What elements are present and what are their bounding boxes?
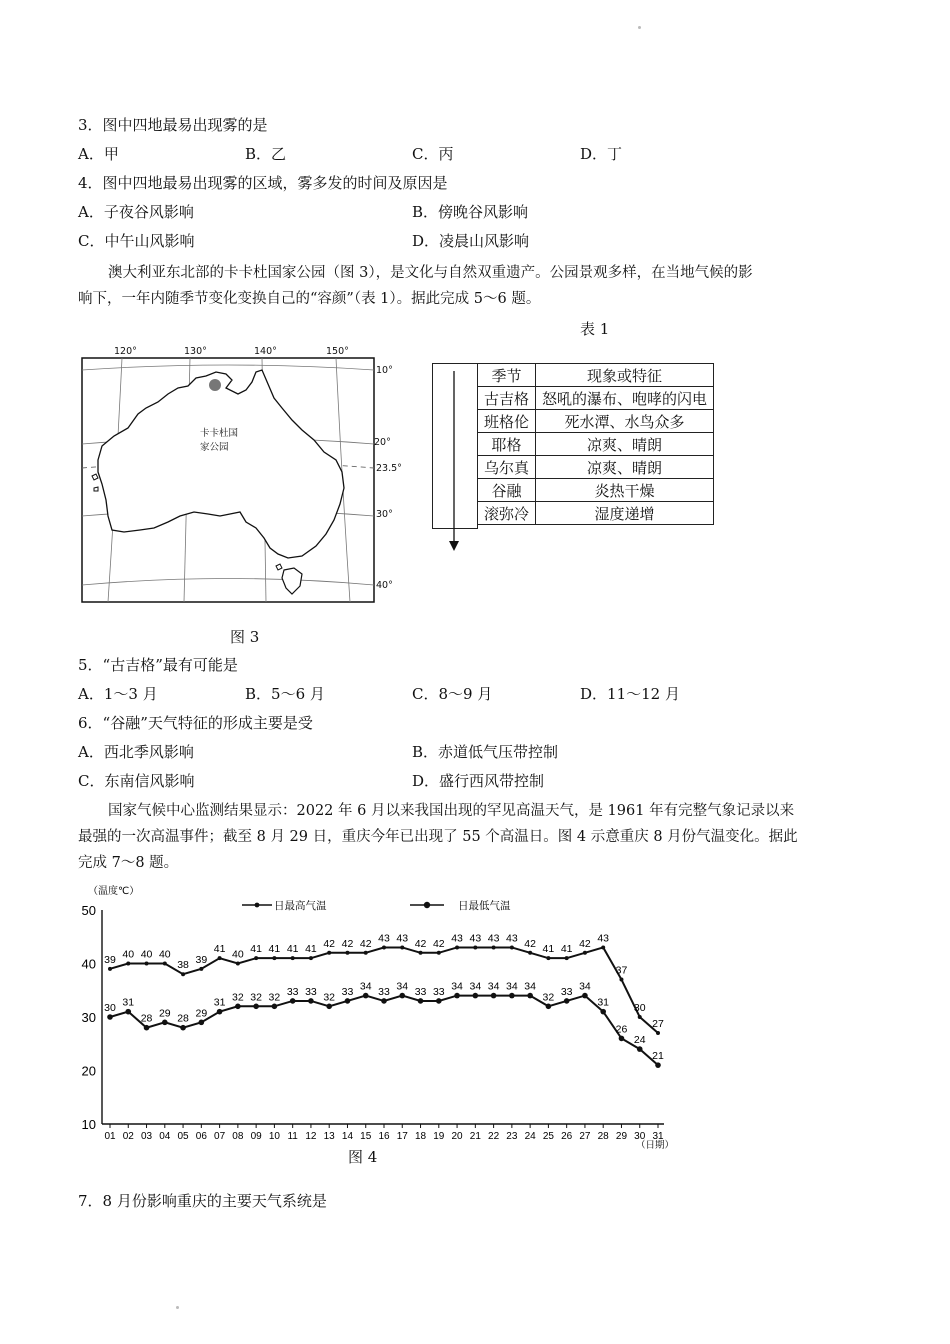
y-tick-label: 40 <box>81 956 96 972</box>
q3-option-b[interactable]: B．乙 <box>245 145 287 163</box>
lon-label-120: 120° <box>114 346 137 357</box>
q5-option-d[interactable]: D．11～12 月 <box>580 685 680 703</box>
x-tick-label: 19 <box>433 1131 445 1142</box>
data-label: 34 <box>506 980 518 993</box>
park-label-line2: 家公园 <box>200 442 229 453</box>
data-point <box>145 962 149 966</box>
x-tick-label: 24 <box>524 1131 536 1142</box>
x-tick-label: 04 <box>159 1131 171 1142</box>
q5-option-c[interactable]: C．8～9 月 <box>412 685 493 703</box>
data-point <box>363 993 369 999</box>
chart-ylabel: （温度℃） <box>88 886 140 897</box>
data-point <box>162 1020 168 1026</box>
y-tick-label: 30 <box>81 1010 96 1025</box>
data-label: 34 <box>579 980 591 993</box>
data-point <box>364 951 368 955</box>
q4-option-a[interactable]: A．子夜谷风影响 <box>78 203 194 221</box>
data-label: 40 <box>140 948 153 961</box>
q5-option-b[interactable]: B．5～6 月 <box>245 685 325 703</box>
data-point <box>419 951 423 955</box>
table-cell: 滚弥冷 <box>478 502 536 525</box>
data-point <box>583 951 587 955</box>
data-point <box>492 945 496 949</box>
y-tick-label: 10 <box>81 1117 96 1132</box>
q3-option-d[interactable]: D．丁 <box>580 145 623 163</box>
legend-label-max: 日最高气温 <box>274 900 327 912</box>
data-point <box>290 998 296 1004</box>
data-point <box>199 967 203 971</box>
q4-stem: 4．图中四地最易出现雾的区域，雾多发的时间及原因是 <box>78 174 448 192</box>
data-label: 34 <box>469 980 482 993</box>
table-cell: 班格伦 <box>478 410 536 433</box>
data-label: 32 <box>250 991 262 1004</box>
figure3-caption: 图 3 <box>230 628 260 646</box>
data-label: 41 <box>213 943 226 956</box>
data-label: 32 <box>542 991 555 1004</box>
data-label: 33 <box>378 985 390 998</box>
x-tick-label: 07 <box>214 1131 226 1142</box>
data-label: 30 <box>104 1002 116 1014</box>
data-point <box>564 998 570 1004</box>
data-point <box>126 962 130 966</box>
data-label: 42 <box>323 937 336 950</box>
passage2-line2: 最强的一次高温事件；截至 8 月 29 日，重庆今年已出现了 55 个高温日。图 4 示意重庆 8 月份气温变化。据此 <box>78 829 798 845</box>
data-label: 32 <box>268 991 281 1004</box>
table-cell: 湿度递增 <box>536 502 714 525</box>
x-tick-label: 20 <box>451 1131 463 1142</box>
data-label: 33 <box>341 985 354 998</box>
data-point <box>546 1004 552 1010</box>
x-tick-label: 05 <box>177 1131 189 1142</box>
data-label: 33 <box>560 985 573 998</box>
legend-label-min: 日最低气温 <box>458 900 511 912</box>
table-cell: 耶格 <box>478 433 536 456</box>
data-point <box>345 998 351 1004</box>
passage2-line3: 完成 7～8 题。 <box>78 855 179 871</box>
passage2-line1: 国家气候中心监测结果显示：2022 年 6 月以来我国出现的罕见高温天气，是 1961 年有完整气象记录以来 <box>108 803 795 819</box>
x-tick-label: 31 <box>652 1131 664 1142</box>
y-tick-label: 20 <box>81 1063 96 1079</box>
data-label: 28 <box>140 1012 153 1025</box>
table-row <box>478 479 714 502</box>
data-point <box>291 956 295 960</box>
x-tick-label: 14 <box>341 1131 354 1142</box>
table1-caption: 表 1 <box>580 320 610 338</box>
x-tick-label: 22 <box>488 1131 500 1142</box>
data-point <box>437 951 441 955</box>
lat-label-30: 30° <box>376 509 393 520</box>
x-tick-label: 10 <box>268 1131 280 1142</box>
data-label: 33 <box>286 985 299 998</box>
table-row <box>478 456 714 479</box>
data-label: 38 <box>177 959 189 972</box>
data-point <box>491 993 497 999</box>
chart-legend <box>242 899 511 912</box>
data-label: 43 <box>597 932 610 945</box>
chart-xlabel: （日期） <box>636 1140 674 1151</box>
data-label: 41 <box>250 943 262 956</box>
data-point <box>656 1031 660 1035</box>
x-tick-label: 13 <box>323 1131 335 1142</box>
data-point <box>326 1004 332 1010</box>
legend-marker-min <box>424 902 430 908</box>
data-point <box>454 993 460 999</box>
data-label: 21 <box>652 1050 664 1063</box>
page-mark-top <box>638 26 641 29</box>
data-point <box>236 962 240 966</box>
lon-label-140: 140° <box>254 346 277 357</box>
data-point <box>637 1046 643 1052</box>
data-label: 34 <box>359 980 372 993</box>
q6-option-b[interactable]: B．赤道低气压带控制 <box>412 743 559 761</box>
x-tick-label: 29 <box>615 1131 628 1142</box>
data-point <box>436 998 442 1004</box>
x-tick-label: 06 <box>195 1131 207 1142</box>
data-label: 34 <box>487 980 500 993</box>
data-point <box>107 1014 113 1020</box>
table-row <box>478 387 714 410</box>
park-label-line1: 卡卡杜国 <box>200 428 239 439</box>
x-tick-label: 11 <box>287 1131 298 1142</box>
data-label: 42 <box>414 937 427 950</box>
data-label: 42 <box>524 937 536 950</box>
lat-label-40: 40° <box>376 580 393 591</box>
x-tick-label: 21 <box>469 1131 481 1142</box>
data-label: 32 <box>232 991 244 1004</box>
data-point <box>473 945 477 949</box>
data-point <box>527 993 533 999</box>
q5-stem: 5．“古吉格”最有可能是 <box>78 656 238 674</box>
data-point <box>108 967 112 971</box>
data-label: 32 <box>323 991 336 1004</box>
data-label: 41 <box>542 943 555 956</box>
data-point <box>272 1004 278 1010</box>
data-label: 31 <box>597 996 610 1009</box>
data-label: 41 <box>268 943 281 956</box>
data-label: 43 <box>378 932 390 945</box>
data-point <box>180 1025 186 1031</box>
data-label: 26 <box>615 1023 628 1036</box>
data-point <box>235 1004 241 1010</box>
data-label: 40 <box>158 948 171 961</box>
x-tick-label: 03 <box>140 1131 153 1142</box>
data-point <box>455 945 459 949</box>
data-label: 42 <box>432 937 445 950</box>
data-label: 37 <box>615 964 628 977</box>
data-point <box>381 998 387 1004</box>
data-point <box>418 998 424 1004</box>
data-label: 42 <box>359 937 372 950</box>
data-point <box>565 956 569 960</box>
data-label: 39 <box>104 953 116 966</box>
data-point <box>509 993 515 999</box>
q4-option-c[interactable]: C．中午山风影响 <box>78 232 195 250</box>
data-point <box>181 972 185 976</box>
data-label: 43 <box>469 932 482 945</box>
data-label: 43 <box>451 932 463 945</box>
data-point <box>218 956 222 960</box>
table-row <box>478 433 714 456</box>
data-point <box>619 1036 625 1042</box>
data-label: 28 <box>177 1012 189 1025</box>
table-cell: 谷融 <box>478 479 536 502</box>
q3-option-a[interactable]: A．甲 <box>78 145 119 163</box>
x-tick-label: 08 <box>232 1131 244 1142</box>
season-arrow-icon <box>446 371 462 555</box>
table-cell: 凉爽、晴朗 <box>536 433 714 456</box>
table-cell: 乌尔真 <box>478 456 536 479</box>
passage1-line1: 澳大利亚东北部的卡卡杜国家公园（图 3），是文化与自然双重遗产。公园景观多样，在当地气候的影 <box>108 265 753 281</box>
q6-option-a[interactable]: A．西北季风影响 <box>78 743 194 761</box>
y-tick-label: 50 <box>81 903 96 918</box>
data-point <box>655 1062 661 1068</box>
data-label: 31 <box>122 996 135 1009</box>
table-cell: 古吉格 <box>478 387 536 410</box>
data-point <box>254 956 258 960</box>
data-point <box>510 945 514 949</box>
data-label: 42 <box>579 937 591 950</box>
q4-option-d[interactable]: D．凌晨山风影响 <box>412 232 530 250</box>
data-label: 43 <box>487 932 500 945</box>
table-row <box>478 502 714 525</box>
lon-label-150: 150° <box>326 346 349 357</box>
table-cell: 死水潭、水鸟众多 <box>536 410 714 433</box>
data-point <box>327 951 331 955</box>
q5-option-a[interactable]: A．1～3 月 <box>78 685 158 703</box>
lon-label-130: 130° <box>184 346 207 357</box>
data-point <box>546 956 550 960</box>
data-point <box>528 951 532 955</box>
data-point <box>582 993 588 999</box>
data-point <box>473 993 479 999</box>
data-point <box>382 945 386 949</box>
data-point <box>308 998 314 1004</box>
data-point <box>601 945 605 949</box>
data-point <box>600 1009 606 1015</box>
table-cell: 炎热干燥 <box>536 479 714 502</box>
data-point <box>125 1009 131 1015</box>
data-label: 34 <box>524 980 536 993</box>
page-mark-bottom <box>176 1306 179 1309</box>
x-tick-label: 26 <box>561 1131 573 1142</box>
data-label: 30 <box>633 1002 646 1014</box>
data-label: 40 <box>122 948 135 961</box>
legend-marker-max <box>255 903 260 908</box>
data-label: 41 <box>560 943 573 956</box>
data-label: 42 <box>341 937 354 950</box>
table1-header-row <box>478 364 714 387</box>
data-point <box>309 956 313 960</box>
table1 <box>477 363 714 525</box>
q7-stem: 7．8 月份影响重庆的主要天气系统是 <box>78 1192 327 1210</box>
data-point <box>272 956 276 960</box>
q6-stem: 6．“谷融”天气特征的形成主要是受 <box>78 714 313 732</box>
data-label: 27 <box>652 1018 664 1031</box>
q6-option-d[interactable]: D．盛行西风带控制 <box>412 772 545 790</box>
table-cell: 怒吼的瀑布、咆哮的闪电 <box>536 387 714 410</box>
figure4-chart <box>74 880 674 1155</box>
passage2 <box>78 798 878 876</box>
table-cell: 凉爽、晴朗 <box>536 456 714 479</box>
lat-label-20: 20° <box>374 437 391 448</box>
x-tick-label: 12 <box>305 1131 317 1142</box>
table-row <box>478 410 714 433</box>
data-label: 33 <box>414 985 427 998</box>
data-label: 34 <box>451 980 463 993</box>
figure4-caption: 图 4 <box>348 1148 378 1166</box>
figure3-map <box>80 342 410 607</box>
data-label: 41 <box>305 943 317 956</box>
data-label: 34 <box>396 980 409 993</box>
data-label: 31 <box>213 996 226 1009</box>
data-label: 24 <box>633 1034 646 1047</box>
data-label: 33 <box>305 985 317 998</box>
x-tick-label: 17 <box>396 1131 408 1142</box>
q6-option-c[interactable]: C．东南信风影响 <box>78 772 195 790</box>
lat-label-23-5: 23.5° <box>376 463 402 474</box>
island-3 <box>94 487 98 491</box>
q3-stem: 3．图中四地最易出现雾的是 <box>78 116 268 134</box>
lat-label-10: 10° <box>376 365 393 376</box>
passage1 <box>78 260 878 312</box>
table1-header-season: 季节 <box>478 364 536 387</box>
data-label: 33 <box>432 985 445 998</box>
q4-option-b[interactable]: B．傍晚谷风影响 <box>412 203 529 221</box>
x-tick-label: 30 <box>634 1131 646 1142</box>
kakadu-park-marker <box>209 379 221 391</box>
data-label: 40 <box>232 948 244 961</box>
data-point <box>619 978 623 982</box>
x-tick-label: 09 <box>250 1131 262 1142</box>
data-point <box>399 993 405 999</box>
data-point <box>400 945 404 949</box>
x-tick-label: 27 <box>579 1131 591 1142</box>
x-tick-label: 23 <box>506 1131 518 1142</box>
x-tick-label: 28 <box>597 1131 609 1142</box>
data-label: 43 <box>506 932 518 945</box>
table1-header-feature: 现象或特征 <box>536 364 714 387</box>
x-tick-label: 16 <box>378 1131 390 1142</box>
data-point <box>345 951 349 955</box>
data-point <box>253 1004 259 1010</box>
x-tick-label: 15 <box>360 1131 372 1142</box>
data-point <box>144 1025 150 1031</box>
data-label: 29 <box>158 1007 171 1020</box>
passage1-line2: 响下，一年内随季节变化变换自己的“容颜”（表 1）。据此完成 5～6 题。 <box>78 291 541 307</box>
data-point <box>638 1015 642 1019</box>
x-tick-label: 01 <box>104 1131 116 1142</box>
data-label: 43 <box>396 932 409 945</box>
data-point <box>163 962 167 966</box>
data-label: 39 <box>195 953 208 966</box>
data-point <box>217 1009 223 1015</box>
data-point <box>199 1020 205 1026</box>
q3-option-c[interactable]: C．丙 <box>412 145 454 163</box>
x-tick-label: 25 <box>542 1131 554 1142</box>
x-tick-label: 02 <box>122 1131 134 1142</box>
x-tick-label: 18 <box>414 1131 427 1142</box>
series-line-min <box>110 996 658 1066</box>
data-label: 29 <box>195 1007 208 1020</box>
data-label: 41 <box>286 943 299 956</box>
